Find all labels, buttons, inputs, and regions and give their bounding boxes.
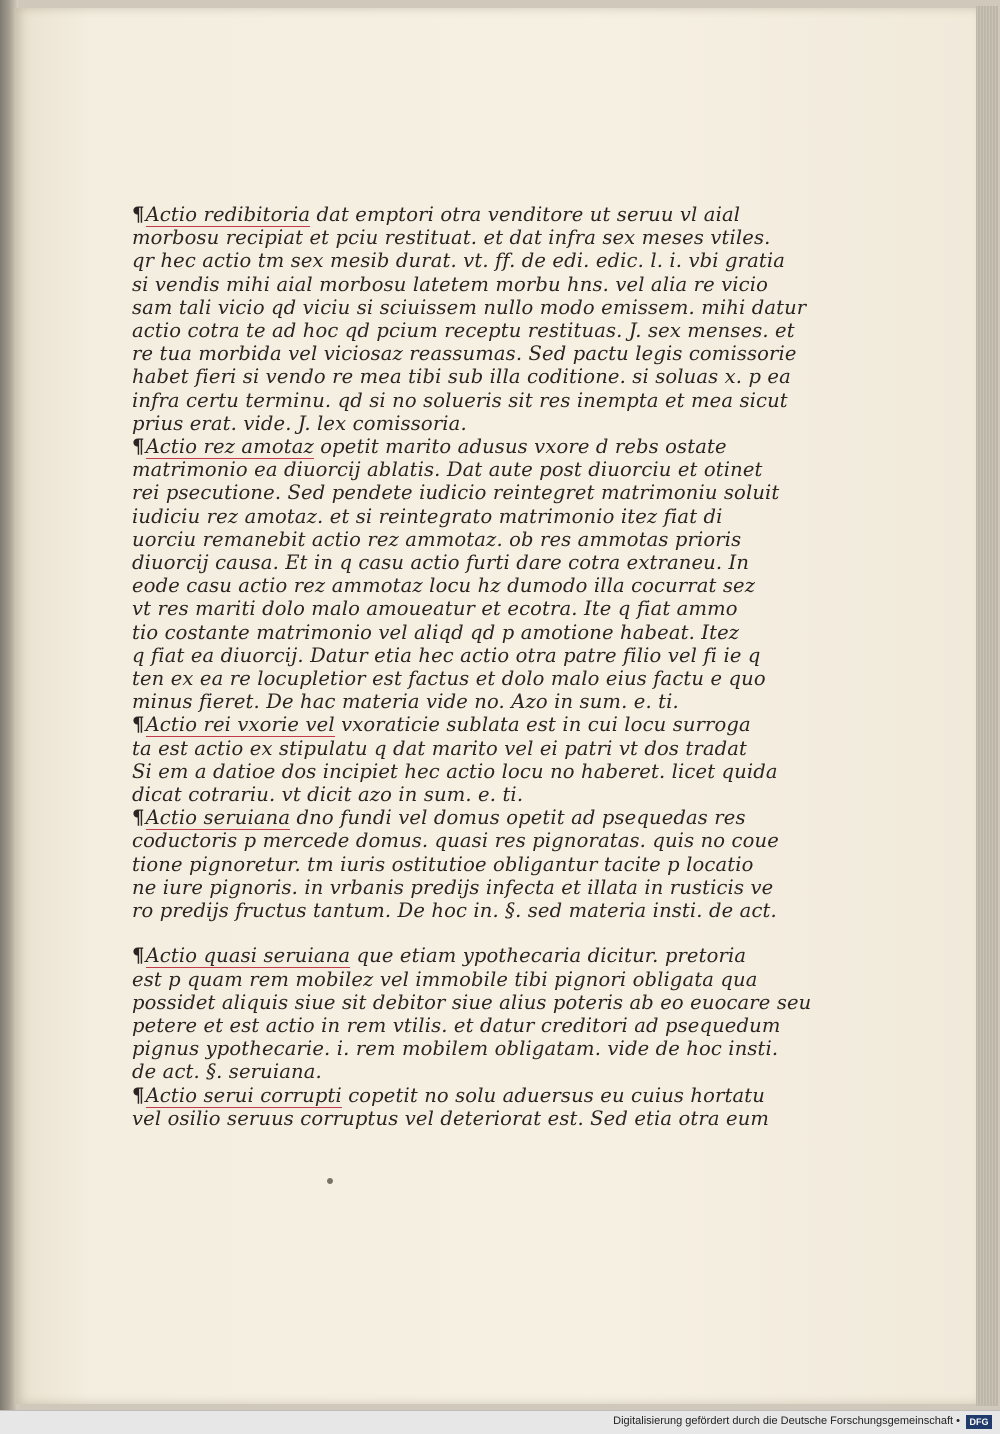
line-remainder: vxoraticie sublata est in cui locu surroga: [334, 713, 751, 737]
rubric-heading: Actio quasi seruiana: [145, 944, 351, 968]
line-remainder: copetit no solu aduersus eu cuius hortatu: [341, 1083, 765, 1107]
text-line: possidet aliquis siue sit debitor siue alius poteris ab eo euocare seu: [132, 990, 812, 1014]
line-remainder: dat emptori otra venditore ut seruu vl aial: [310, 203, 741, 226]
text-line: [132, 713, 751, 737]
text-line: qr hec actio tm sex mesib durat. vt. ff. de edi. edic. l. i. vbi gratia: [132, 249, 786, 273]
line-remainder: opetit marito adusus vxore d rebs ostate: [313, 435, 727, 459]
text-paragraph: [132, 713, 778, 807]
paragraph-mark-icon: ¶: [132, 435, 145, 459]
text-line: petere et est actio in rem vtilis. et datur creditori ad psequedum: [132, 1013, 781, 1037]
text-line: habet fieri si vendo re mea tibi sub illa coditione. si soluas x. p ea: [132, 365, 791, 389]
text-line: est p quam rem mobilez vel immobile tibi pignori obligata qua: [132, 967, 758, 991]
text-line: vel osilio seruus corruptus vel deteriorat est. Sed etia otra eum: [132, 1106, 770, 1130]
text-line: ten ex ea re locupletior est factus et dolo malo eius factu e quo: [132, 667, 766, 691]
page-edges: [976, 6, 998, 1406]
text-line: ne iure pignoris. in vrbanis predijs infecta et illata in rusticis ve: [132, 875, 774, 899]
text-line: sam tali vicio qd viciu si sciuissem nullo modo emissem. mihi datur: [132, 295, 807, 319]
text-line: morbosu recipiat et pciu restituat. et dat infra sex meses vtiles.: [132, 226, 771, 250]
paragraph-mark-icon: ¶: [132, 806, 145, 830]
text-line: coductoris p mercede domus. quasi res pignoratas. quis no coue: [132, 829, 779, 853]
text-line: [132, 435, 727, 459]
rubric-heading: Actio redibitoria: [145, 203, 311, 226]
text-line: diuorcij causa. Et in q casu actio furti dare cotra extraneu. In: [132, 551, 750, 575]
text-line: de act. §. seruiana.: [132, 1060, 322, 1084]
text-line: ro predijs fructus tantum. De hoc in. §. sed materia insti. de act.: [132, 899, 777, 923]
text-line: [132, 944, 747, 968]
rubric-heading: Actio rei vxorie vel: [145, 713, 335, 737]
rubric-heading: Actio serui corrupti: [145, 1083, 342, 1107]
text-paragraph: [132, 435, 780, 714]
paragraph-mark-icon: ¶: [132, 1083, 145, 1107]
text-line: [132, 203, 741, 226]
paper-speck: [327, 1178, 333, 1184]
text-line: minus fieret. De hac materia vide no. Azo in sum. e. ti.: [132, 690, 679, 714]
text-line: Si em a datioe dos incipiet hec actio locu no haberet. licet quida: [132, 759, 778, 783]
rubric-heading: Actio seruiana: [145, 806, 291, 830]
text-line: actio cotra te ad hoc qd pcium receptu restituas. J. sex menses. et: [132, 319, 795, 343]
text-line: [132, 806, 746, 830]
text-line: dicat cotrariu. vt dicit azo in sum. e. ti.: [132, 783, 524, 807]
text-line: pignus ypothecarie. i. rem mobilem obligatam. vide de hoc insti.: [132, 1037, 779, 1061]
text-line: vt res mariti dolo malo amoueatur et ecotra. Ite q fiat ammo: [132, 597, 738, 621]
text-line: q fiat ea diuorcij. Datur etia hec actio otra patre filio vel fi ie q: [132, 643, 761, 667]
text-line: re tua morbida vel viciosaz reassumas. Sed pactu legis comissorie: [132, 342, 797, 366]
paragraph-mark-icon: ¶: [132, 944, 145, 968]
text-paragraph: [132, 944, 812, 1084]
dfg-logo: DFG: [966, 1415, 992, 1429]
footer-credit: Digitalisierung gefördert durch die Deutsche Forschungsgemeinschaft •: [613, 1415, 960, 1427]
paragraph-mark-icon: ¶: [132, 713, 145, 737]
text-line: tione pignoretur. tm iuris ostitutioe obligantur tacite p locatio: [132, 852, 754, 876]
text-line: matrimonio ea diuorcij ablatis. Dat aute post diuorciu et otinet: [132, 458, 763, 482]
text-paragraph: [132, 203, 807, 435]
text-line: iudiciu rez amotaz. et si reintegrato matrimonio itez fiat di: [132, 504, 723, 528]
text-line: ta est actio ex stipulatu q dat marito vel ei patri vt dos tradat: [132, 736, 748, 760]
text-paragraph: [132, 806, 779, 923]
text-line: tio costante matrimonio vel aliqd qd p amotione habeat. Itez: [132, 620, 740, 644]
text-paragraph: [132, 1083, 770, 1130]
text-line: si vendis mihi aial morbosu latetem morbu hns. vel alia re vicio: [132, 272, 769, 296]
rubric-heading: Actio rez amotaz: [145, 435, 314, 459]
incunable-text-block: [132, 203, 812, 1130]
text-line: rei psecutione. Sed pendete iudicio reintegret matrimoniu soluit: [132, 481, 780, 505]
text-line: [132, 1083, 765, 1107]
text-line: eode casu actio rez ammotaz locu hz dumodo illa cocurrat sez: [132, 574, 756, 598]
digitization-footer: [0, 1410, 1000, 1434]
text-line: uorciu remanebit actio rez ammotaz. ob res ammotas prioris: [132, 527, 742, 551]
line-remainder: que etiam ypothecaria dicitur. pretoria: [350, 944, 747, 968]
paragraph-mark-icon: ¶: [132, 203, 145, 226]
text-line: prius erat. vide. J. lex comissoria.: [132, 411, 467, 435]
line-remainder: dno fundi vel domus opetit ad psequedas res: [290, 806, 746, 830]
text-line: infra certu terminu. qd si no solueris sit res inempta et mea sicut: [132, 388, 788, 412]
